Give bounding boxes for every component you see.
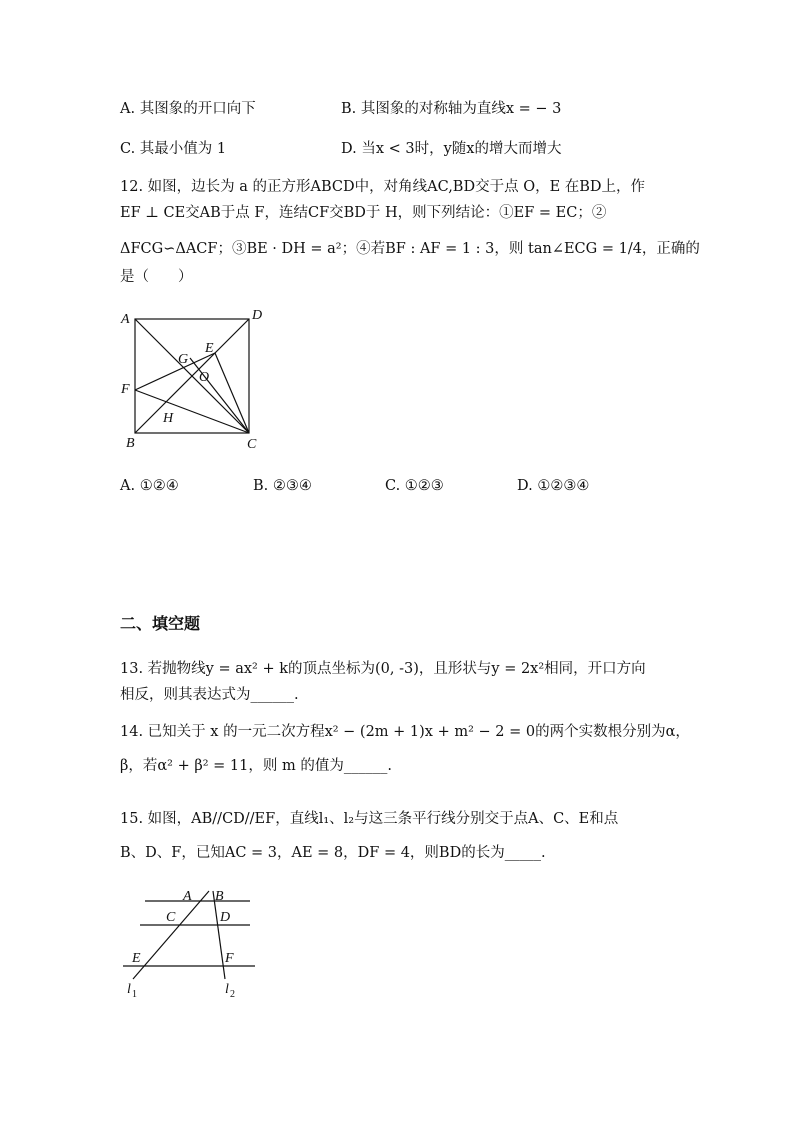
q15-label-d: D (220, 910, 231, 925)
q12-option-d: D. ①②③④ (517, 478, 590, 494)
q12-label-g: G (178, 352, 189, 367)
q12-label-h: H (163, 411, 174, 426)
q13-text-line2: 相反，则其表达式为______. (120, 687, 299, 703)
q12-label-e: E (205, 341, 214, 356)
q15-text-line1: 15. 如图，AB//CD//EF，直线l₁、l₂与这三条平行线分别交于点A、C、E和点 (120, 811, 619, 827)
q14-text-line2: β，若α² + β² = 11，则 m 的值为______. (120, 758, 392, 774)
q15-label-l1-sub: 1 (132, 989, 137, 1000)
q11-option-c: C. 其最小值为 1 (120, 141, 227, 157)
q12-option-c: C. ①②③ (385, 478, 444, 494)
section-heading-fill-blank: 二、填空题 (120, 614, 201, 633)
q12-label-c: C (247, 437, 257, 452)
q12-text-line2: EF ⊥ CE交AB于点 F，连结CF交BD于 H，则下列结论：①EF = EC；② (120, 205, 607, 221)
q15-label-c: C (166, 910, 176, 925)
q12-option-a: A. ①②④ (120, 478, 179, 494)
q15-parallel-lines-figure (115, 886, 265, 1006)
q15-label-a: A (183, 889, 192, 904)
q13-text-line1: 13. 若抛物线y = ax² + k的顶点坐标为(0, -3)，且形状与y = 2x²相同，开口方向 (120, 661, 646, 677)
q15-label-f: F (225, 951, 234, 966)
q12-text-line4: 是（ ） (120, 269, 193, 285)
q11-option-a: A. 其图象的开口向下 (120, 101, 256, 117)
q15-label-e: E (132, 951, 141, 966)
q12-square-figure (115, 305, 275, 455)
q11-option-d: D. 当x < 3时，y随x的增大而增大 (341, 141, 562, 157)
q12-text-line1: 12. 如图，边长为 a 的正方形ABCD中，对角线AC,BD交于点 O，E 在BD上，作 (120, 179, 646, 195)
q12-option-b: B. ②③④ (253, 478, 312, 494)
q15-text-line2: B、D、F，已知AC = 3，AE = 8，DF = 4，则BD的长为_____. (120, 845, 546, 861)
q12-label-o: O (199, 370, 210, 385)
q15-label-l2-sub: 2 (230, 989, 235, 1000)
q14-text-line1: 14. 已知关于 x 的一元二次方程x² − (2m + 1)x + m² − 2 = 0的两个实数根分别为α， (120, 724, 690, 740)
q12-label-f: F (121, 382, 130, 397)
q15-label-l1: l (127, 982, 131, 997)
q15-label-b: B (215, 889, 224, 904)
q12-label-d: D (252, 308, 263, 323)
q11-option-b: B. 其图象的对称轴为直线x = − 3 (341, 101, 562, 117)
q15-label-l2: l (225, 982, 229, 997)
q12-label-a: A (121, 312, 130, 327)
q12-label-b: B (126, 436, 135, 451)
q12-text-line3: ΔFCG∽ΔACF；③BE · DH = a²；④若BF : AF = 1 : 3，则 tan∠ECG = 1/4，正确的 (120, 241, 700, 257)
